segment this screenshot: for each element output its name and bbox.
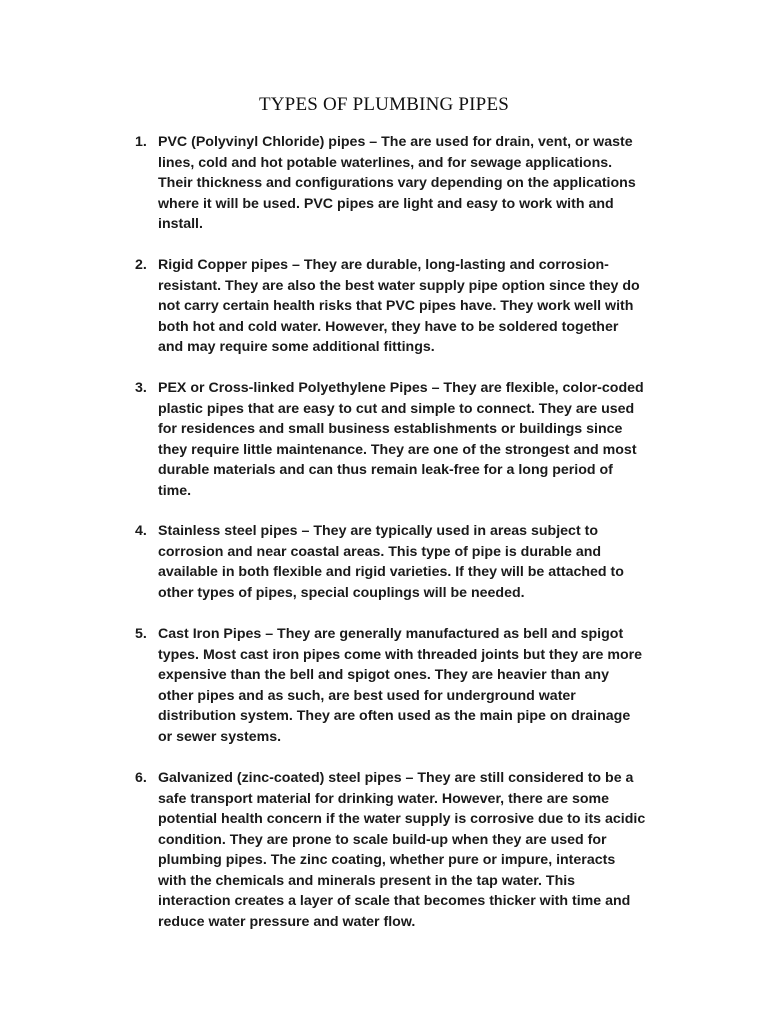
list-item-number: 6.	[135, 770, 147, 786]
list-item-number: 5.	[135, 626, 147, 642]
list-item-text: PEX or Cross-linked Polyethylene Pipes – They are flexible, color-coded plastic pipes that are easy to cut and simple to connect. They are used for residences and small business establishments or buildings since they require little maintenance. They are one of the strongest and most durable materials and can thus remain leak-free for a long period of time.	[158, 380, 644, 499]
list-item-text: Galvanized (zinc-coated) steel pipes – They are still considered to be a safe transport material for drinking water. However, there are some potential health concern if the water supply is corrosive due to its acidic condition. They are prone to scale build-up when they are used for plumbing pipes. The zinc coating, whether pure or impure, interacts with the chemicals and minerals present in the tap water. This interaction creates a layer of scale that becomes thicker with time and reduce water pressure and water flow.	[158, 770, 646, 930]
list-item-text: Cast Iron Pipes – They are generally manufactured as bell and spigot types. Most cast iron pipes come with threaded joints but they are more expensive than the bell and spigot ones. They are heavier than any other pipes and as such, are best used for underground water distribution system. They are often used as the main pipe on drainage or sewer systems.	[158, 626, 643, 745]
list-item-number: 1.	[135, 134, 147, 150]
list-item-text: PVC (Polyvinyl Chloride) pipes – The are used for drain, vent, or waste lines, cold and hot potable waterlines, and for sewage applications. Their thickness and configurations vary depending on the applications where it will be used. PVC pipes are light and easy to work with and install.	[158, 134, 636, 232]
page-title: TYPES OF PLUMBING PIPES	[258, 94, 510, 115]
list-item-text: Stainless steel pipes – They are typically used in areas subject to corrosion and near coastal areas. This type of pipe is durable and available in both flexible and rigid varieties. If they will be attached to other types of pipes, special couplings will be needed.	[158, 523, 624, 601]
list-item-number: 3.	[135, 380, 147, 396]
list-item-text: Rigid Copper pipes – They are durable, long-lasting and corrosion- resistant. They are also the best water supply pipe option since they do not carry certain health risks that PVC pipes have. They work well with both hot and cold water. However, they have to be soldered together and may require some additional fittings.	[158, 257, 640, 355]
list-item-number: 4.	[135, 523, 147, 539]
list-item-number: 2.	[135, 257, 147, 273]
